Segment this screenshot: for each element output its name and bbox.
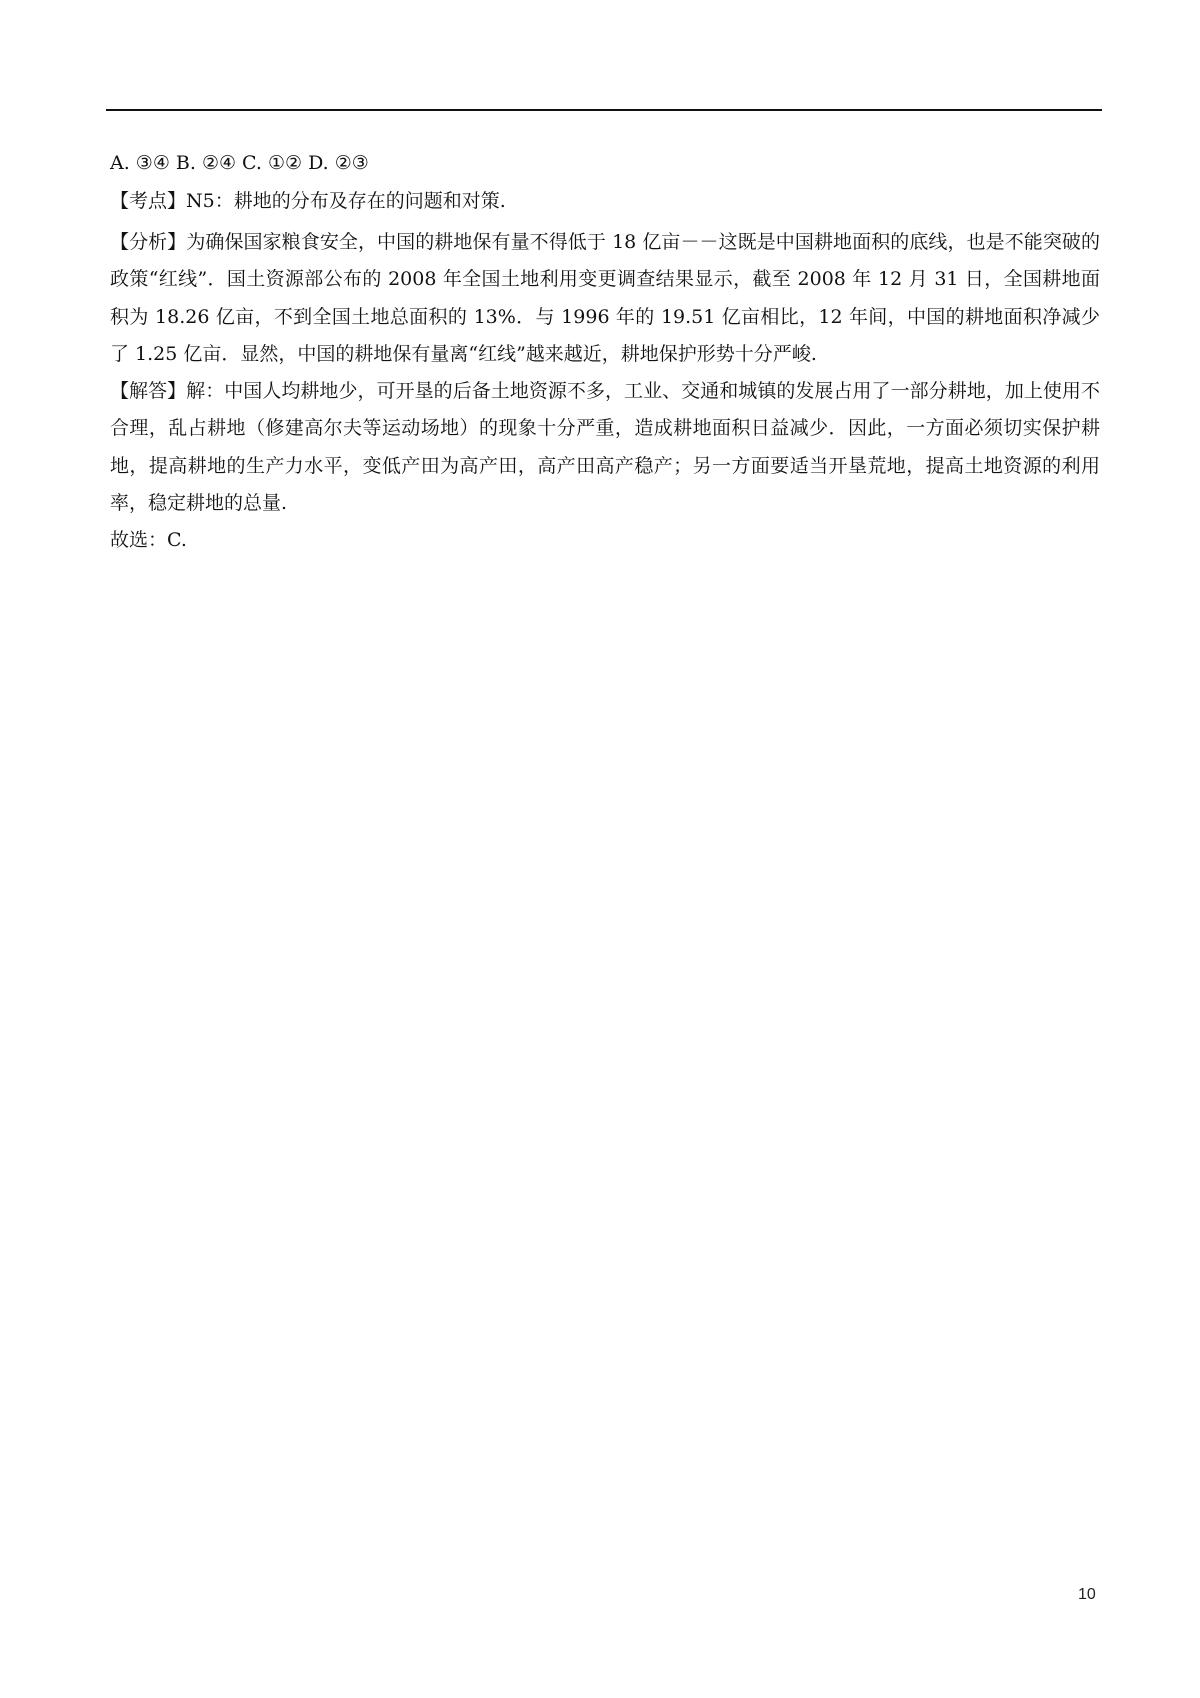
kaodian-text: N5：耕地的分布及存在的问题和对策.	[186, 190, 506, 212]
fenxi-text: 为确保国家粮食安全，中国的耕地保有量不得低于 18 亿亩－－这既是中国耕地面积的底线，也是不能突破的政策“红线”．国土资源部公布的 2008 年全国土地利用变更调查结果显示，截至 2008 年 12 月 31 日，全国耕地面积为 18.26 亿亩，不到全国土地总面积的 13%．与 1996 年的 19.51 亿亩相比，12 年间，中国的耕地面积净减少了 1.25 亿亩．显然，中国的耕地保有量离“红线”越来越近，耕地保护形势十分严峻.	[110, 231, 1100, 365]
header-rule	[106, 109, 1102, 111]
jieda-section	[110, 373, 1100, 522]
answer-options: A. ③④ B. ②④ C. ①② D. ②③	[110, 152, 369, 174]
jieda-text: 解：中国人均耕地少，可开垦的后备土地资源不多，工业、交通和城镇的发展占用了一部分耕地，加上使用不合理，乱占耕地（修建高尔夫等运动场地）的现象十分严重，造成耕地面积日益减少．因此，一方面必须切实保护耕地，提高耕地的生产力水平，变低产田为高产田，高产田高产稳产；另一方面要适当开垦荒地，提高土地资源的利用率，稳定耕地的总量.	[110, 380, 1100, 515]
fenxi-section	[110, 224, 1100, 373]
kaodian-section	[110, 186, 1100, 216]
jieda-label: 【解答】	[110, 380, 187, 403]
kaodian-label: 【考点】	[110, 190, 187, 212]
final-answer: 故选：C.	[110, 529, 187, 552]
page-content	[110, 148, 1100, 559]
fenxi-label: 【分析】	[110, 231, 187, 253]
page-number: 10	[1078, 1586, 1096, 1603]
